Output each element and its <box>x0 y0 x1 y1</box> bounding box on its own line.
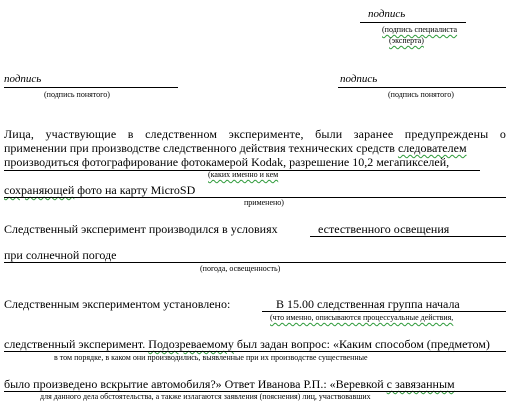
conditions-underline-2 <box>4 262 506 263</box>
specialist-signature-line <box>360 22 466 23</box>
result-value: В 15.00 следственная группа начала <box>276 297 460 311</box>
result-line-2-a: следственный эксперимент. <box>4 337 146 351</box>
result-line-2 <box>4 337 490 352</box>
notice-line-2-tail: следователем <box>397 141 467 155</box>
witness-left-signature: подпись <box>4 73 42 85</box>
notice-caption-applied: применено) <box>244 198 284 207</box>
witness-right-line <box>338 87 506 88</box>
result-caption-3: для данного дела обстоятельства, а также излагаются заявления (пояснения) лиц, участвовавших <box>40 392 371 401</box>
result-line-3-b: с завязанным <box>386 377 455 391</box>
notice-caption-whom: (каких именно и кем <box>208 170 279 179</box>
conditions-caption: (погода, освещенность) <box>200 264 281 273</box>
specialist-signature-caption-2: (эксперта) <box>389 36 424 45</box>
conditions-value: естественного освещения <box>318 222 450 236</box>
notice-line-4-rest: фото на карту MicroSD <box>77 183 196 197</box>
result-caption-1: (что именно, описываются процессуальные действия, <box>270 313 454 322</box>
result-label: Следственным экспериментом установлено: <box>4 297 231 311</box>
notice-line-3: производиться фотографирование фотокамерой Kodak, разрешение 10,2 мегапикселей, <box>4 155 450 169</box>
result-line-2-b: Подозреваемому <box>148 337 234 351</box>
conditions-label: Следственный эксперимент производился в условиях <box>4 222 278 236</box>
witness-left-caption: (подпись понятого) <box>44 90 110 99</box>
conditions-value-line <box>310 236 506 237</box>
specialist-signature: подпись <box>368 8 406 20</box>
specialist-signature-caption: (подпись специалиста <box>382 25 458 34</box>
notice-line-2 <box>4 141 467 156</box>
result-value-line <box>262 311 506 312</box>
conditions-line-2: при солнечной погоде <box>4 248 117 262</box>
notice-line-1: Лица, участвующие в следственном эксперименте, были заранее предупреждены о <box>4 127 506 141</box>
result-line-3 <box>4 377 455 392</box>
result-underline-2 <box>4 351 506 352</box>
notice-line-2-text: применении при производстве следственного действия технических средств <box>4 141 395 155</box>
witness-left-line <box>4 87 178 88</box>
result-caption-2: в том порядке, в каком они производились, выявленные при их производстве существенные <box>54 353 368 362</box>
witness-right-caption: (подпись понятого) <box>388 90 454 99</box>
notice-line-4-word: сохраняющей <box>4 183 75 197</box>
result-line-2-c: был задан вопрос: «Каким способом (предметом) <box>236 337 490 351</box>
notice-line-4 <box>4 183 195 198</box>
result-line-3-a: было произведено вскрытие автомобиля?» Ответ Иванова Р.П.: «Веревкой <box>4 377 384 391</box>
witness-right-signature: подпись <box>340 73 378 85</box>
